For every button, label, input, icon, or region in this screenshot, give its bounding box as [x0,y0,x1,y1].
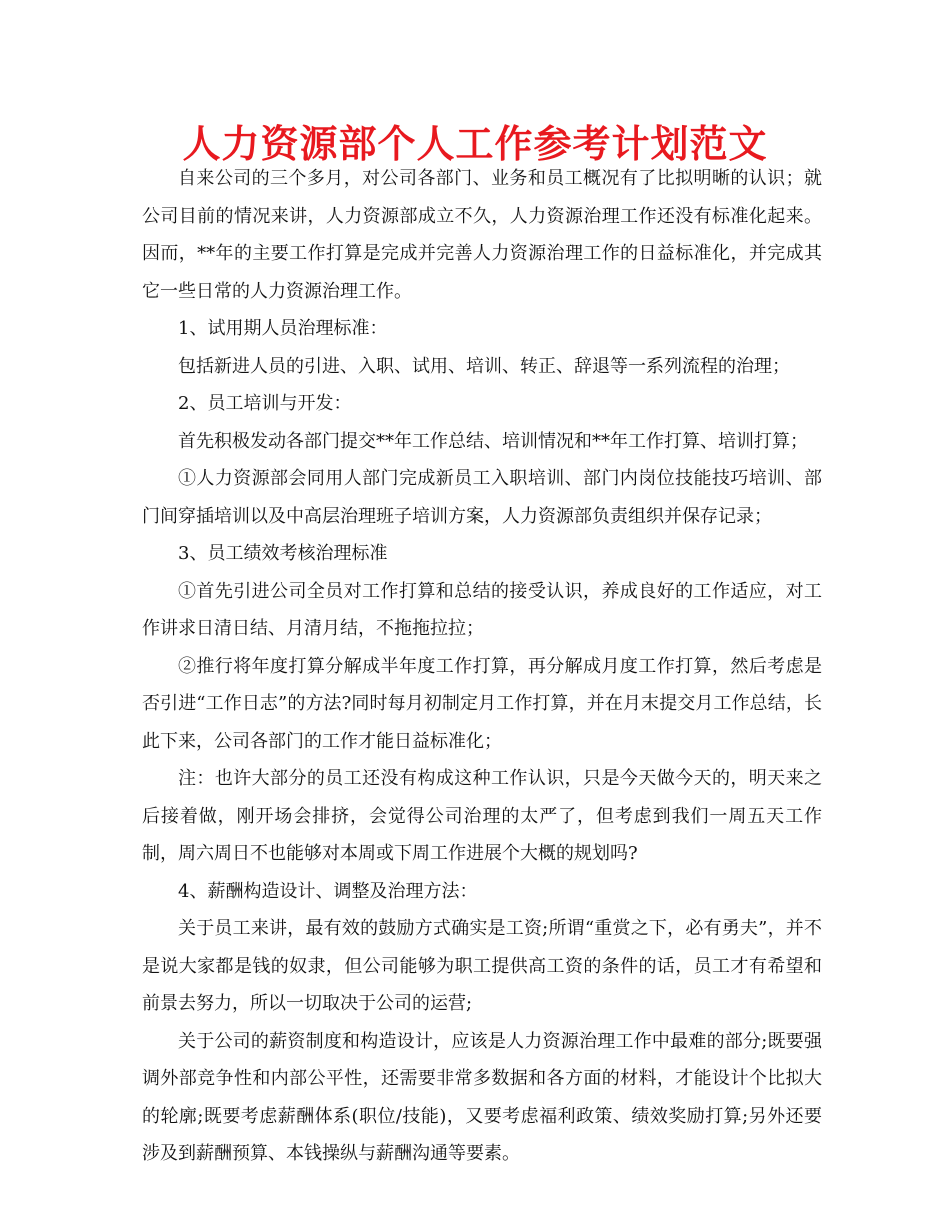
paragraph-training-programs: ①人力资源部会同用人部门完成新员工入职培训、部门内岗位技能技巧培训、部门间穿插培训以及中高层治理班子培训方案，人力资源部负责组织并保存记录； [142,468,822,527]
paragraph-performance-1: ①首先引进公司全员对工作打算和总结的接受认识，养成良好的工作适应，对工作讲求日清日结、月清月结，不拖拖拉拉； [142,580,822,639]
section-heading-probation: 1、试用期人员治理标准： [178,318,388,339]
section-heading-compensation: 4、薪酬构造设计、调整及治理方法： [178,880,478,902]
paragraph-compensation-2: 关于公司的薪资制度和构造设计，应该是人力资源治理工作中最难的部分;既要强调外部竞争性和内部公平性，还需要非常多数据和各方面的材料，才能设计个比拟大的轮廓;既要考虑薪酬体系(职位/技能)，又要考虑福利政策、绩效奖励打算;另外还要涉及到薪酬预算、本钱操纵与薪酬沟通等要素。 [142,1030,822,1164]
paragraph-training-plan: 首先积极发动各部门提交**年工作总结、培训情况和**年工作打算、培训打算； [178,430,808,452]
paragraph-performance-2: ②推行将年度打算分解成半年度工作打算，再分解成月度工作打算，然后考虑是否引进“工作日志”的方法?同时每月初制定月工作打算，并在月末提交月工作总结，长此下来，公司各部门的工作才能日益标准化； [142,655,822,752]
section-heading-training: 2、员工培训与开发： [178,393,352,414]
paragraph-note: 注：也许大部分的员工还没有构成这种工作认识，只是今天做今天的，明天来之后接着做，刚开场会排挤，会觉得公司治理的太严了，但考虑到我们一周五天工作制，周六周日不也能够对本周或下周工作进展个大概的规划吗? [142,768,822,864]
document-body [142,160,822,1173]
paragraph-compensation-1: 关于员工来讲，最有效的鼓励方式确实是工资;所谓“重赏之下，必有勇夫”，并不是说大家都是钱的奴隶，但公司能够为职工提供高工资的条件的话，员工才有希望和前景去努力，所以一切取决于公司的运营; [142,918,822,1014]
paragraph-intro: 自来公司的三个多月，对公司各部门、业务和员工概况有了比拟明晰的认识；就公司目前的情况来讲，人力资源部成立不久，人力资源治理工作还没有标准化起来。因而，**年的主要工作打算是完成并完善人力资源治理工作的日益标准化，并完成其它一些日常的人力资源治理工作。 [142,168,822,302]
document-title: 人力资源部个人工作参考计划范文 [182,122,768,166]
paragraph-probation: 包括新进人员的引进、入职、试用、培训、转正、辞退等一系列流程的治理； [178,355,790,377]
section-heading-performance: 3、员工绩效考核治理标准 [178,543,388,564]
